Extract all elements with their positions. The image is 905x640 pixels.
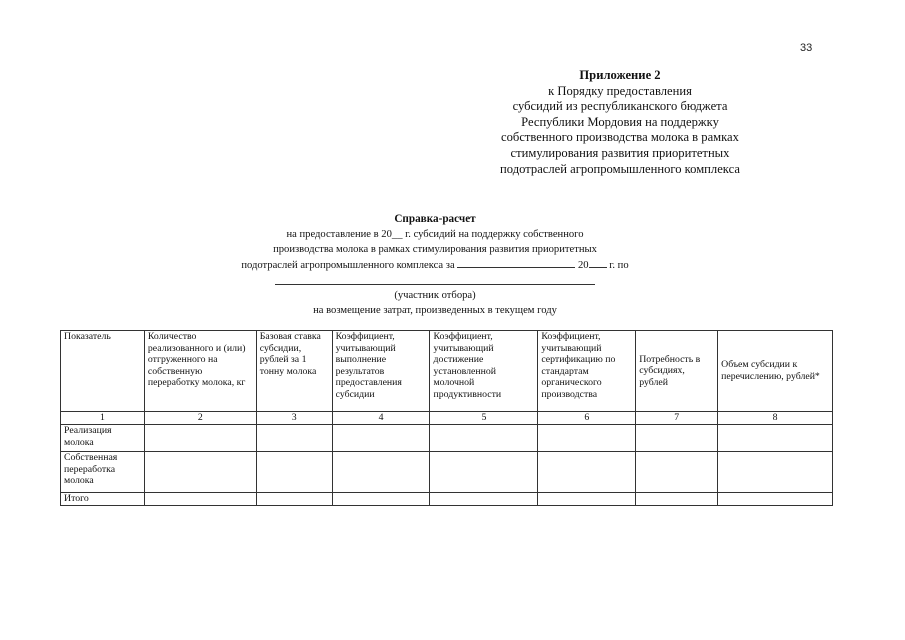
appendix-block xyxy=(470,68,770,177)
table-cell xyxy=(256,493,332,506)
row-label: Реализация молока xyxy=(61,425,145,452)
appendix-line: стимулирования развития приоритетных xyxy=(510,145,730,160)
reference-period-prefix: подотраслей агропромышленного комплекса за xyxy=(241,260,455,271)
appendix-line: Республики Мордовия на поддержку xyxy=(521,114,719,129)
column-number: 7 xyxy=(636,412,718,425)
table-cell xyxy=(718,493,833,506)
column-header: Коэффициент, учитывающий достижение установленной молочной продуктивности xyxy=(430,331,538,412)
table-cell xyxy=(636,425,718,452)
page-number: 33 xyxy=(800,42,813,54)
table-cell xyxy=(256,425,332,452)
table-cell xyxy=(718,425,833,452)
column-header: Количество реализованного и (или) отгруженного на собственную переработку молока, кг xyxy=(144,331,256,412)
appendix-line: к Порядку предоставления xyxy=(548,83,692,98)
column-number: 5 xyxy=(430,412,538,425)
table-cell xyxy=(332,425,430,452)
table-cell xyxy=(430,425,538,452)
table-cell xyxy=(430,452,538,493)
reference-period-suffix: г. по xyxy=(609,260,629,271)
table-cell xyxy=(718,452,833,493)
table-cell xyxy=(636,493,718,506)
column-number: 1 xyxy=(61,412,145,425)
column-header: Потребность в субсидиях, рублей xyxy=(636,331,718,412)
reference-title: Справка-расчет xyxy=(394,213,476,225)
table-row xyxy=(61,425,833,452)
column-number: 4 xyxy=(332,412,430,425)
table-cell xyxy=(144,493,256,506)
table-cell xyxy=(636,452,718,493)
row-label: Итого xyxy=(61,493,145,506)
column-number: 2 xyxy=(144,412,256,425)
column-header: Коэффициент, учитывающий сертификацию по стандартам органического производства xyxy=(538,331,636,412)
table-cell xyxy=(256,452,332,493)
column-number-row xyxy=(61,412,833,425)
reference-block xyxy=(210,212,660,318)
table-cell xyxy=(538,425,636,452)
table-row xyxy=(61,452,833,493)
calculation-table xyxy=(60,330,833,506)
appendix-line: подотраслей агропромышленного комплекса xyxy=(500,161,740,176)
table-cell xyxy=(332,452,430,493)
column-header: Показатель xyxy=(61,331,145,412)
appendix-line: субсидий из республиканского бюджета xyxy=(512,99,728,114)
table-cell xyxy=(430,493,538,506)
table-cell xyxy=(144,425,256,452)
period-blank xyxy=(457,257,575,268)
table-cell xyxy=(332,493,430,506)
column-header: Объем субсидии к перечислению, рублей* xyxy=(718,331,833,412)
column-number: 8 xyxy=(718,412,833,425)
appendix-line: собственного производства молока в рамках xyxy=(501,130,739,145)
column-header: Базовая ставка субсидии, рублей за 1 тонну молока xyxy=(256,331,332,412)
appendix-title: Приложение 2 xyxy=(579,68,661,82)
reference-period-year: 20 xyxy=(577,260,589,271)
reference-line: на предоставление в 20__ г. субсидий на поддержку собственного xyxy=(286,229,584,240)
row-label: Собственная переработка молока xyxy=(61,452,145,493)
table-cell xyxy=(144,452,256,493)
table-header-row xyxy=(61,331,833,412)
column-number: 6 xyxy=(538,412,636,425)
reference-line: на возмещение затрат, произведенных в текущем году xyxy=(313,305,557,316)
table-cell xyxy=(538,452,636,493)
participant-blank xyxy=(275,275,595,285)
reference-period-line xyxy=(210,257,660,273)
column-header: Коэффициент, учитывающий выполнение результатов предоставления субсидии xyxy=(332,331,430,412)
table-cell xyxy=(538,493,636,506)
year-blank xyxy=(589,257,607,268)
participant-label: (участник отбора) xyxy=(394,290,476,301)
reference-line: производства молока в рамках стимулирования развития приоритетных xyxy=(273,244,597,255)
column-number: 3 xyxy=(256,412,332,425)
table-row xyxy=(61,493,833,506)
